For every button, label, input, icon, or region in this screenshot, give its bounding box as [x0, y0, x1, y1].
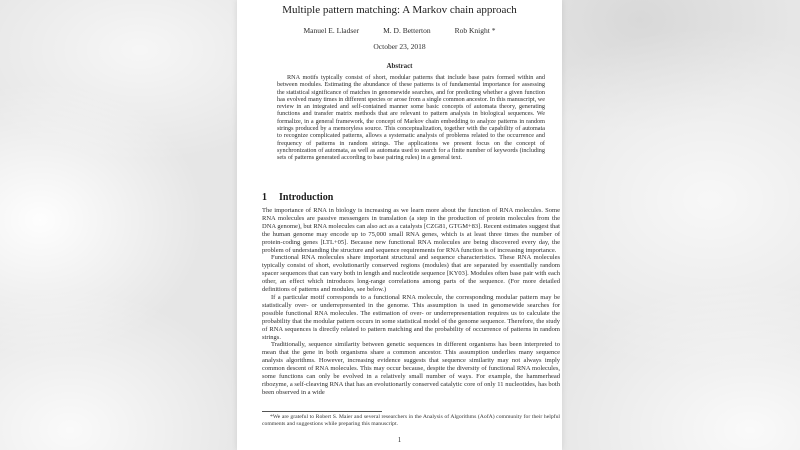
paragraph: If a particular motif corresponds to a functional RNA molecule, the corresponding modular pattern may be statistically over- or underrepresented in the genome. This assumption is used in genomewide searches for possible functional RNA molecules. The estimation of over- or underrepresentation requires us to calculate the probability that the modular pattern occurs in some statistical model of the genome sequence. Therefore, the study of RNA sequences is directly related to pattern matching and the probability of occurrence of patterns in random strings. — [262, 293, 560, 341]
paper-title: Multiple pattern matching: A Markov chain approach — [282, 4, 517, 16]
section-title: Introduction — [279, 192, 334, 203]
section-heading — [262, 192, 333, 203]
paper-date: October 23, 2018 — [373, 42, 426, 51]
paper-page — [237, 0, 562, 450]
author-name: M. D. Betterton — [383, 26, 431, 35]
footnote-rule — [262, 411, 382, 412]
page-number: 1 — [397, 436, 402, 444]
abstract-heading: Abstract — [386, 62, 413, 70]
footnote-text: *We are grateful to Robert S. Maier and several researchers in the Analysis of Algorithms (AofA) community for their helpful comments and suggestions while preparing this manuscript. — [262, 414, 560, 427]
abstract-text: RNA motifs typically consist of short, modular patterns that include base pairs formed within and between modules. Estimating the abundance of these patterns is of fundamental importance for assessing the statistical significance of matches in genomewide searches, and for predicting whether a given function has evolved many times in different species or arose from a single common ancestor. In this manuscript, we review in an integrated and self-contained manner some basic concepts of automata theory, generating functions and transfer matrix methods that are relevant to pattern analysis in biological sequences. We formalize, in a general framework, the concept of Markov chain embedding to analyze patterns in random strings produced by a memoryless source. This conceptualization, together with the capability of automata to recognize complicated patterns, allows a systematic analysis of problems related to the occurrence and frequency of patterns in random strings. The applications we present focus on the concept of synchronization of automata, as well as automata used to search for a finite number of keywords (including sets of patterns generated according to base pairing rules) in a general text. — [277, 74, 545, 162]
body-text — [262, 207, 560, 397]
author-name: Rob Knight * — [454, 26, 496, 35]
paragraph: Functional RNA molecules share important structural and sequence characteristics. These RNA molecules typically consist of short, evolutionarily conserved regions (modules) that are separated by essentially random spacer sequences that can vary both in length and nucleotide sequence [KY03]. Modules often base pair with each other, an effect which introduces long-range correlations among parts of the sequence. (For more detailed definitions of patterns and modules, see below.) — [262, 254, 560, 294]
author-list — [237, 26, 562, 35]
paragraph: Traditionally, sequence similarity between genetic sequences in different organisms has been interpreted to mean that the gene in both organisms share a common ancestor. This assumption underlies many sequence analysis algorithms. However, increasing evidence suggests that sequence similarity may not always imply common descent of RNA molecules. This may occur because, despite the diversity of functional RNA molecules, some functions can only be evolved in a relatively small number of ways. For example, the hammerhead ribozyme, a self-cleaving RNA that has an evolutionarily conserved catalytic core of only 11 nucleotides, has both been observed in a wide — [262, 341, 560, 396]
section-number: 1 — [262, 192, 267, 203]
author-name: Manuel E. Lladser — [303, 26, 360, 35]
paragraph: The importance of RNA in biology is increasing as we learn more about the function of RNA molecules. Some RNA molecules are passive messengers in translation (a step in the production of protein molecules from the DNA genome), but RNA molecules can also act as a catalysts [CZG81, GTGM+83]. Recent estimates suggest that the human genome may encode up to 75,000 small RNA genes, which is at least three times the number of protein-coding genes [LTL+05]. Because new functional RNA molecules are being discovered every day, the problem of understanding the structure and sequence requirements for RNA function is of increasing importance. — [262, 207, 560, 254]
